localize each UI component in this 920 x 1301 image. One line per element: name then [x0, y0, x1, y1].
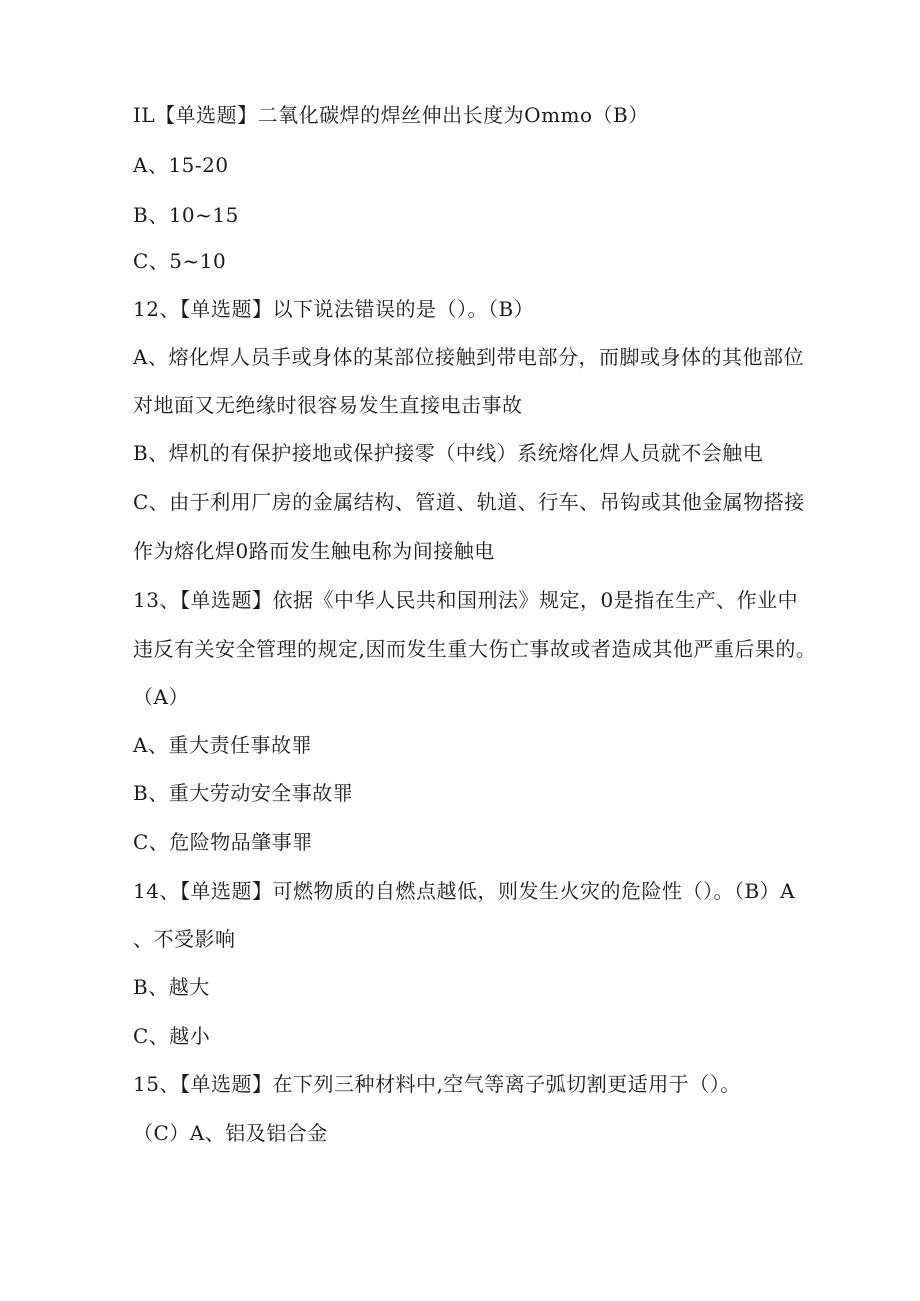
- question-13-option-c: C、危险物品肇事罪: [133, 830, 313, 854]
- question-15-answer-option-a: （C）A、铝及铝合金: [133, 1121, 328, 1145]
- question-13-stem: 13、【单选题】依据《中华人民共和国刑法》规定，0是指在生产、作业中: [133, 588, 799, 612]
- question-12-option-c-cont: 作为熔化焊0路而发生触电称为间接触电: [133, 539, 495, 563]
- question-13-option-a: A、重大责任事故罪: [133, 733, 312, 757]
- question-14-option-a-cont: 、不受影响: [133, 927, 236, 951]
- question-13-option-b: B、重大劳动安全事故罪: [133, 781, 354, 805]
- question-13-answer: （A）: [133, 685, 189, 709]
- question-12-option-c: C、由于利用厂房的金属结构、管道、轨道、行车、吊钩或其他金属物搭接: [133, 490, 805, 514]
- question-13-stem-cont: 违反有关安全管理的规定,因而发生重大伤亡事故或者造成其他严重后果的。: [133, 637, 817, 661]
- question-11-option-b: B、10~15: [133, 203, 239, 227]
- question-12-stem: 12、【单选题】以下说法错误的是（）。（B）: [133, 297, 535, 321]
- question-12-option-a: A、熔化焊人员手或身体的某部位接触到带电部分，而脚或身体的其他部位: [133, 345, 804, 369]
- question-12-option-b: B、焊机的有保护接地或保护接零（中线）系统熔化焊人员就不会触电: [133, 441, 764, 465]
- question-11-option-c: C、5~10: [133, 249, 227, 273]
- question-14-option-c: C、越小: [133, 1024, 211, 1048]
- question-14-option-b: B、越大: [133, 975, 210, 999]
- question-12-option-a-cont: 对地面又无绝缘时很容易发生直接电击事故: [133, 393, 523, 417]
- question-11-stem: IL【单选题】二氧化碳焊的焊丝伸出长度为Ommo（B）: [133, 103, 649, 127]
- question-14-stem: 14、【单选题】可燃物质的自燃点越低，则发生火灾的危险性（）。（B）A: [133, 879, 796, 903]
- question-11-option-a: A、15-20: [133, 153, 229, 177]
- question-15-stem: 15、【单选题】在下列三种材料中,空气等离子弧切割更适用于（）。: [133, 1072, 741, 1096]
